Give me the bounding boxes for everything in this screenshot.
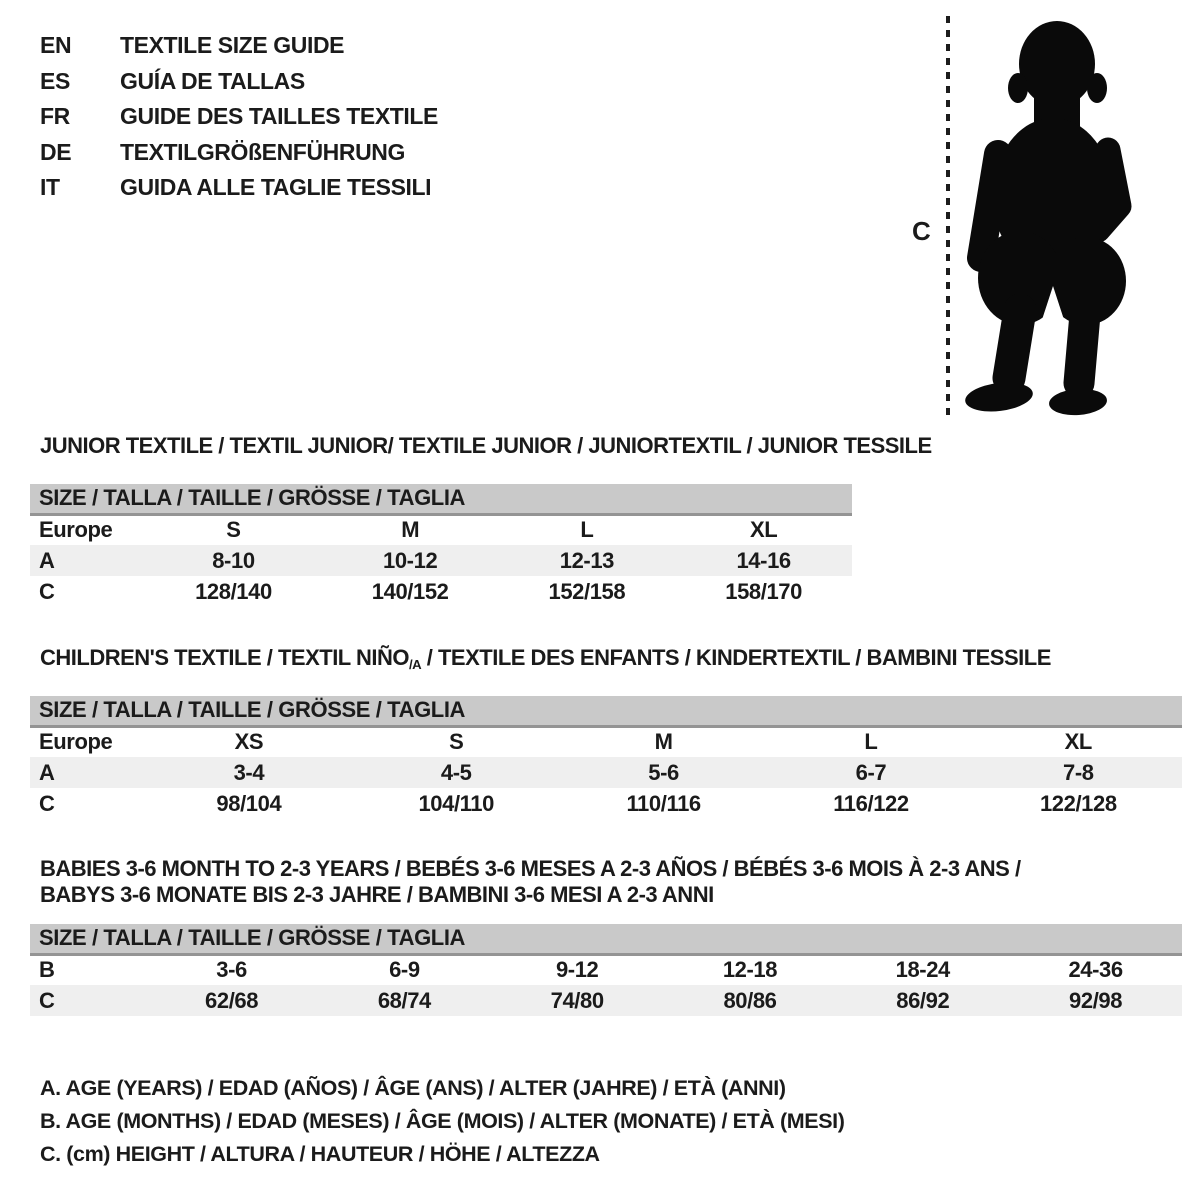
height-cell: 98/104 [216, 790, 282, 816]
section-title-line-1: BABIES 3-6 MONTH TO 2-3 YEARS / BEBÉS 3-6 MESES A 2-3 AÑOS / BÉBÉS 3-6 MOIS À 2-3 ANS / [40, 856, 1021, 881]
language-row [40, 170, 438, 206]
months-cell: 6-9 [389, 957, 420, 983]
size-cell: XS [234, 729, 264, 755]
months-cell: 12-18 [722, 957, 778, 983]
language-code: EN [40, 32, 72, 59]
language-code: DE [40, 138, 72, 165]
age-cell: 14-16 [675, 545, 852, 576]
babies-size-table [30, 924, 1182, 1016]
legend-line-a: A. AGE (YEARS) / EDAD (AÑOS) / ÂGE (ANS) / ALTER (JAHRE) / ETÀ (ANNI) [40, 1076, 786, 1100]
guide-title: TEXTILE SIZE GUIDE [120, 32, 345, 59]
age-cell: 4-5 [353, 757, 560, 788]
section-babies-textile [30, 856, 1182, 1016]
size-cell: S [226, 517, 241, 543]
age-cell: 7-8 [975, 757, 1182, 788]
row-label: Europe [39, 729, 113, 755]
months-cell: 18-24 [895, 957, 950, 983]
row-label: Europe [39, 517, 113, 543]
size-header-label: SIZE / TALLA / TAILLE / GRÖSSE / TAGLIA [30, 924, 1182, 954]
children-size-table [30, 696, 1182, 819]
table-row-height [30, 985, 1182, 1016]
age-cell: 3-4 [145, 757, 352, 788]
legend-line-b: B. AGE (MONTHS) / EDAD (MESES) / ÂGE (MOIS) / ALTER (MONATE) / ETÀ (MESI) [40, 1109, 845, 1133]
height-cell: 152/158 [548, 578, 626, 604]
size-header-row [30, 484, 852, 514]
age-cell: 12-13 [499, 545, 676, 576]
table-row-height [30, 576, 852, 607]
months-cell: 9-12 [555, 957, 599, 983]
table-row-europe [30, 726, 1182, 757]
guide-title: GUIDE DES TAILLES TEXTILE [120, 103, 438, 130]
height-cell: 92/98 [1009, 985, 1182, 1016]
size-cell: L [580, 517, 594, 543]
height-cell: 62/68 [145, 985, 318, 1016]
section-title [40, 645, 1182, 674]
section-title-pre: CHILDREN'S TEXTILE / TEXTIL NIÑO [40, 645, 409, 670]
language-row [40, 64, 438, 100]
row-label: B [39, 957, 55, 983]
toddler-silhouette-icon [958, 10, 1144, 420]
guide-title: GUIDA ALLE TAGLIE TESSILI [120, 174, 432, 201]
section-title-post: / TEXTILE DES ENFANTS / KINDERTEXTIL / BAMBINI TESSILE [421, 645, 1051, 670]
section-title-block [30, 856, 1182, 908]
size-header-label: SIZE / TALLA / TAILLE / GRÖSSE / TAGLIA [30, 484, 852, 514]
height-measure-line [946, 16, 950, 418]
height-cell: 116/122 [833, 790, 909, 816]
language-code: IT [40, 174, 60, 201]
row-label: C [39, 790, 55, 816]
age-cell: 5-6 [560, 757, 767, 788]
section-junior-textile [30, 433, 932, 607]
height-cell: 104/110 [418, 790, 494, 816]
guide-title: TEXTILGRÖßENFÜHRUNG [120, 138, 405, 165]
language-row [40, 135, 438, 171]
age-cell: 6-7 [767, 757, 974, 788]
size-cell: XL [749, 517, 778, 543]
row-label: A [30, 757, 145, 788]
section-title-subscript: /A [408, 656, 422, 672]
size-header-row [30, 924, 1182, 954]
table-row-months [30, 954, 1182, 985]
table-row-height [30, 788, 1182, 819]
height-cell: 74/80 [491, 985, 664, 1016]
height-cell: 140/152 [371, 578, 449, 604]
legend [40, 1072, 845, 1171]
junior-size-table [30, 484, 852, 607]
language-code: ES [40, 67, 70, 94]
row-label: A [30, 545, 145, 576]
size-header-row [30, 696, 1182, 726]
table-row-age [30, 545, 852, 576]
age-cell: 8-10 [145, 545, 322, 576]
height-measure-label: C [912, 216, 931, 246]
size-cell: S [449, 729, 464, 755]
table-row-age [30, 757, 1182, 788]
size-cell: XL [1064, 729, 1092, 755]
language-code: FR [40, 103, 70, 130]
height-cell: 158/170 [725, 578, 802, 604]
months-cell: 24-36 [1068, 957, 1123, 983]
section-title-line-2: BABYS 3-6 MONATE BIS 2-3 JAHRE / BAMBINI 3-6 MESI A 2-3 ANNI [40, 882, 714, 907]
height-cell: 122/128 [1039, 790, 1117, 816]
height-cell: 68/74 [318, 985, 491, 1016]
section-title: JUNIOR TEXTILE / TEXTIL JUNIOR/ TEXTILE JUNIOR / JUNIORTEXTIL / JUNIOR TESSILE [40, 433, 932, 458]
size-header-label: SIZE / TALLA / TAILLE / GRÖSSE / TAGLIA [30, 696, 1182, 726]
language-row [40, 99, 438, 135]
table-row-europe [30, 514, 852, 545]
size-cell: M [401, 517, 420, 543]
size-cell: L [864, 729, 878, 755]
row-label: C [39, 578, 55, 604]
language-header [40, 28, 438, 206]
section-childrens-textile [30, 645, 1182, 819]
height-cell: 80/86 [664, 985, 837, 1016]
size-cell: M [654, 729, 673, 755]
months-cell: 3-6 [216, 957, 247, 983]
guide-title: GUÍA DE TALLAS [120, 67, 305, 94]
height-cell: 110/116 [626, 790, 701, 816]
legend-line-c: C. (cm) HEIGHT / ALTURA / HAUTEUR / HÖHE / ALTEZZA [40, 1142, 600, 1166]
height-cell: 86/92 [836, 985, 1009, 1016]
height-cell: 128/140 [195, 578, 272, 604]
age-cell: 10-12 [322, 545, 499, 576]
language-row [40, 28, 438, 64]
row-label: C [30, 985, 145, 1016]
